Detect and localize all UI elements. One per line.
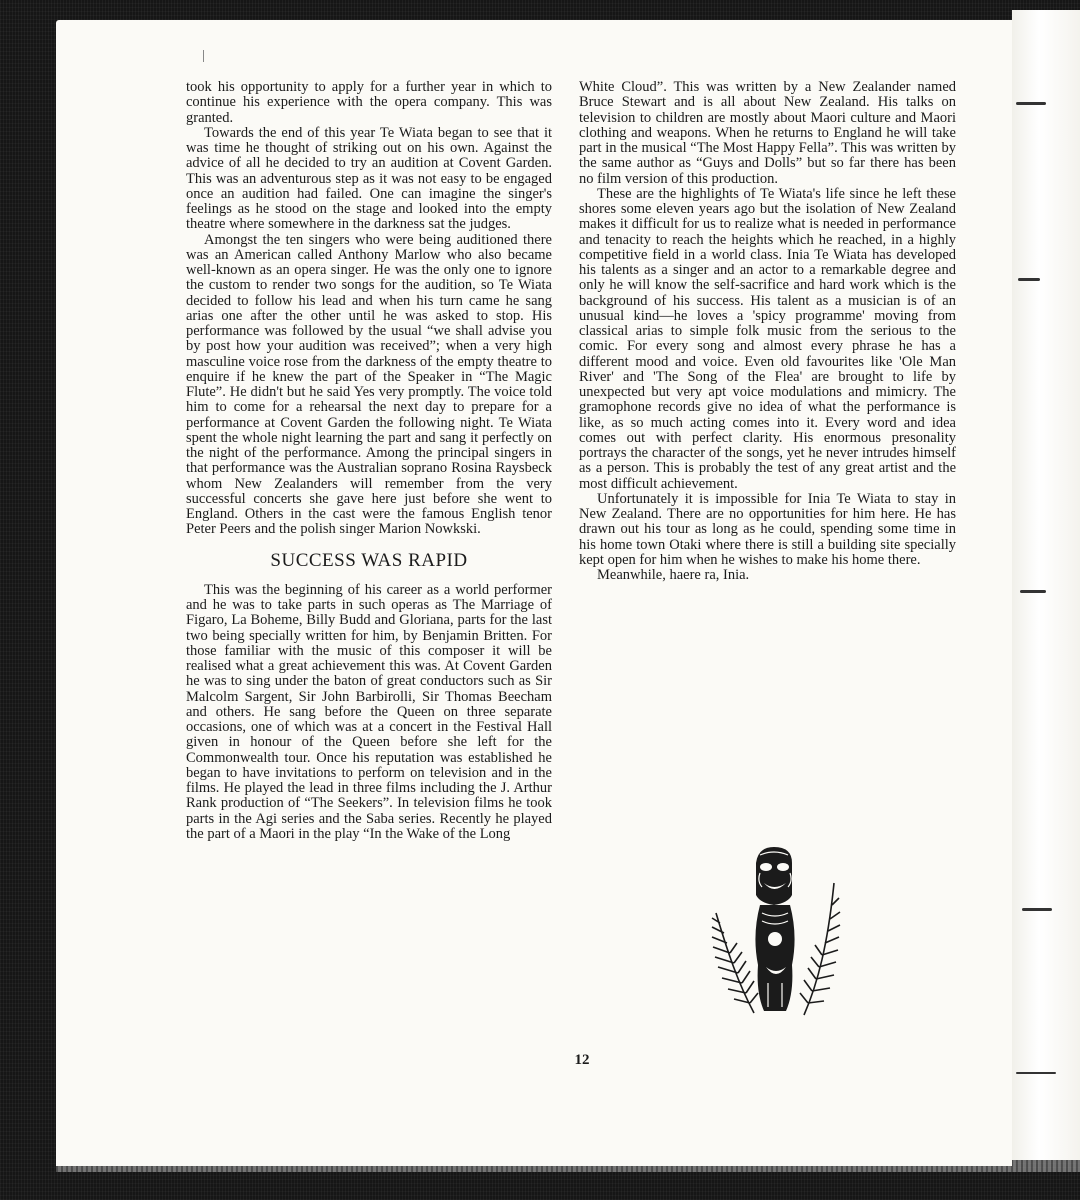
page-number: 12 [574, 1052, 590, 1068]
paragraph: Meanwhile, haere ra, Inia. [597, 567, 750, 583]
right-column [579, 80, 956, 583]
maori-carving-with-fern-icon [708, 843, 848, 1018]
paragraph: White Cloud”. This was written by a New Zealander named Bruce Stewart and is all about New Zealand. His talks on television to children are mostly about Maori culture and Maori clothing and weapons. When he returns to England he will take part in the musical “The Most Happy Fella”. This was written by the same author as “Guys and Dolls” but so far there has been no film version of this production. [579, 79, 956, 187]
paragraph: These are the highlights of Te Wiata's life since he left these shores some eleven years ago but the isolation of New Zealand makes it difficult for us to realize what is needed in performance and tenacity to reach the heights which he reached, in a highly competitive field in a world class. Inia Te Wiata has developed his talents as a singer and an actor to a remarkable degree and only he will know the self-sacrifice and hard work which is the background of his success. His talent as a musician is of an unusual kind—he loves a 'spicy programme' moving from classical arias to simple folk music from the serious to the comic. For every song and almost every phrase he has a different mood and voice. Even old favourites like 'Ole Man River' and 'The Song of the Flea' are brought to life by unexpected but very apt voice modulations and mimicry. The gramophone records give no idea of what the performance is like, as so much acting comes into it. Every word and idea comes out with perfect clarity. His enormous presonality portrays the character of the songs, yet he never intrudes himself as a person. This is probably the test of any great artist and the most difficult achievement. [579, 185, 956, 492]
paragraph: Towards the end of this year Te Wiata began to see that it was time he thought of striking out on his own. Against the advice of all he decided to try an audition at Covent Garden. This was an adventurous step as it was not easy to be engaged once an audition had failed. One can imagine the singer's feelings as he stood on the stage and looked into the empty theatre where somewhere in the darkness sat the judges. [186, 124, 552, 233]
paragraph: Unfortunately it is impossible for Inia Te Wiata to stay in New Zealand. There are no opportunities for him here. He has drawn out his tour as long as he could, spending some time in his home town Otaki where there is still a building site specially kept open for him when he wishes to make his home there. [579, 490, 956, 568]
paragraph: took his opportunity to apply for a further year in which to continue his experience with the opera company. This was granted. [186, 79, 552, 126]
left-column [186, 80, 552, 842]
adjacent-page-edge [1012, 10, 1080, 1160]
scan-mark [203, 50, 204, 62]
paragraph: Amongst the ten singers who were being auditioned there was an American called Anthony Marlow who also became well-known as an opera singer. He was the only one to ignore the custom to render two songs for the audition, so Te Wiata decided to follow his lead and when his turn came he sang arias one after the other until he was asked to stop. His performance was followed by the usual “we shall advise you by post how your audition was received”; when a very high masculine voice rose from the darkness of the empty theatre to enquire if he knew the part of the Speaker in “The Magic Flute”. He didn't but he said Yes very promptly. The voice told him to come for a rehearsal the next day to prepare for a performance at Covent Garden the following night. Te Wiata spent the whole night learning the part and sang it perfectly on the night of the performance. Among the principal singers in that performance was the Australian soprano Rosina Raysbeck whom New Zealanders will remember from the very successful concerts she gave here just before she went to England. Others in the cast were the famous English tenor Peter Peers and the polish singer Marion Nowkski. [186, 231, 552, 538]
paragraph: This was the beginning of his career as a world performer and he was to take parts in such operas as The Marriage of Figaro, La Boheme, Billy Budd and Gloriana, parts for the last two being specially written for him, by Benjamin Britten. For those familiar with the music of this composer it will be realised what a great achievement this was. At Covent Garden he was to sing under the baton of great conductors such as Sir Malcolm Sargent, Sir John Barbirolli, Sir Thomas Beecham and others. He sang before the Queen on three separate occasions, one of which was at a concert in the Festival Hall given in honour of the Queen before she left for the Commonwealth tour. Once his reputation was established he began to have invitations to perform on television and in the films. He played the lead in three films including the J. Arthur Rank production of “The Seekers”. In television films he took parts in the Agi series and the Saba series. Recently he played the part of a Maori in the play “In the Wake of the Long [186, 581, 552, 842]
section-heading: SUCCESS WAS RAPID [270, 549, 468, 571]
